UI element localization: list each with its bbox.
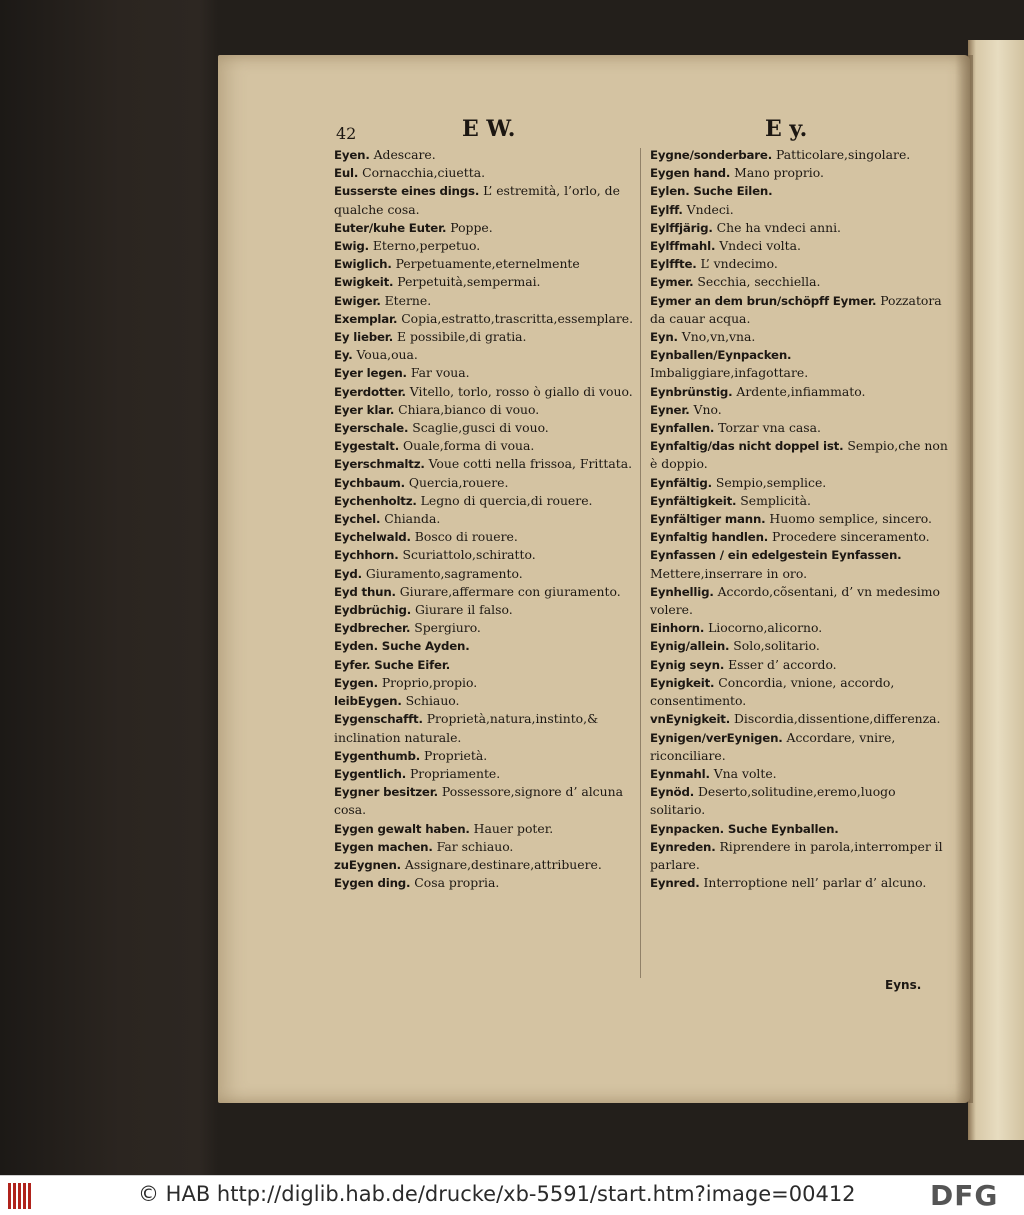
entry-headword: Ewig. [334,239,369,254]
entry-headword: Ewiglich. [334,257,392,272]
dictionary-entry [334,656,638,674]
dictionary-entry [334,583,638,601]
entry-translation: Schiauo. [405,693,460,709]
entry-headword: Eynigen/verEynigen. [650,730,783,745]
dictionary-entry [650,874,950,892]
entry-headword: Eynbrünstig. [650,384,733,399]
dictionary-entry [334,164,638,182]
entry-headword: Eychbaum. [334,475,405,490]
dictionary-entry [334,492,638,510]
dictionary-entry [334,328,638,346]
entry-translation: Assignare,destinare,attribuere. [404,856,602,872]
entry-headword: Eylffte. [650,257,697,272]
entry-translation: Voue cotti nella frissoa, Frittata. [428,456,633,472]
dictionary-entry [334,146,638,164]
dictionary-entry [650,783,950,819]
dictionary-entry [334,419,638,437]
entry-translation: Mettere,inserrare in oro. [650,565,808,581]
entry-translation: Vndeci volta. [719,238,801,254]
entry-translation: L’ vndecimo. [700,256,778,272]
dictionary-entry [650,219,950,237]
dictionary-entry [650,674,950,710]
dictionary-entry [334,856,638,874]
entry-translation: Accordo,cõsentani, d’ vn medesimo volere. [650,583,940,618]
dictionary-entry [334,219,638,237]
entry-headword: Eynigkeit. [650,675,715,690]
entry-translation: Huomo semplice, sincero. [769,511,932,527]
entry-translation: Proprietà. [424,747,488,763]
entry-translation: Far voua. [410,365,470,381]
entry-headword: Eynmahl. [650,766,710,781]
entry-translation: Vna volte. [713,765,777,781]
entry-translation: Scaglie,gusci di vouo. [412,420,549,436]
copyright-link[interactable]: © HAB http://diglib.hab.de/drucke/xb-5591/start.htm?image=00412 [138,1182,856,1206]
entry-headword: Eyner. [650,402,690,417]
hab-logo-icon [8,1183,34,1209]
entry-translation: Hauer poter. [473,820,554,836]
entry-headword: Eyd. [334,566,362,581]
dictionary-entry [650,146,950,164]
dfg-logo: DFG [930,1179,999,1212]
entry-headword: Eul. [334,166,359,181]
catchword: Eyns. [885,978,922,992]
dictionary-entry [650,729,950,765]
entry-translation: Chiara,bianco di vouo. [398,401,540,417]
facing-page-edge [968,40,1024,1140]
entry-headword: Eygenschafft. [334,712,423,727]
entry-translation: Copia,estratto,trascritta,essemplare. [401,310,634,326]
dictionary-entry [650,401,950,419]
entry-headword: Eydbrecher. [334,621,411,636]
entry-headword: Eygen. [334,675,378,690]
dictionary-entry [334,765,638,783]
entry-headword: Eymer. [650,275,694,290]
entry-headword: Ey. [334,348,353,363]
entry-translation: Cornacchia,ciuetta. [362,165,486,181]
entry-headword: Eynig seyn. [650,657,725,672]
entry-translation: L’ estremità, l’orlo, de qualche cosa. [334,183,620,217]
entry-translation: Procedere sinceramento. [772,529,930,545]
dictionary-entry [334,637,638,655]
entry-headword: Eynreden. [650,839,716,854]
entry-translation: Legno di quercia,di rouere. [420,492,593,508]
entry-translation: Quercia,rouere. [408,474,509,490]
entry-headword: zuEygnen. [334,857,401,872]
dictionary-entry [334,510,638,528]
entry-translation: Voua,oua. [356,347,418,363]
entry-headword: Eyerschale. [334,421,409,436]
entry-translation: Giurare il falso. [414,602,513,618]
entry-translation: Eterno,perpetuo. [372,238,481,254]
entry-translation: Ardente,infiammato. [736,383,866,399]
entry-translation: Spergiuro. [414,620,481,636]
entry-translation: Secchia, secchiella. [697,274,821,290]
entry-headword: Eychelwald. [334,530,411,545]
entry-headword: Eymer an dem brun/schöpff Eymer. [650,293,877,308]
entry-headword: Eygen ding. [334,876,411,891]
entry-headword: Eyd thun. [334,584,396,599]
dictionary-entry [650,328,950,346]
dictionary-entry [650,710,950,728]
dictionary-entry [650,546,950,582]
dictionary-entry [650,419,950,437]
dictionary-entry [334,273,638,291]
entry-translation: Far schiauo. [436,838,514,854]
dictionary-entry [650,510,950,528]
right-column [650,146,950,892]
entry-translation: Concordia, vnione, accordo, consentimento. [650,674,895,709]
entry-headword: Eygen machen. [334,839,433,854]
entry-headword: Exemplar. [334,311,398,326]
dictionary-entry [334,710,638,746]
entry-headword: Eusserste eines dings. [334,184,480,199]
dictionary-entry [334,783,638,819]
entry-headword: Eynhellig. [650,584,714,599]
entry-translation: Esser d’ accordo. [728,656,837,672]
entry-headword: Eynballen/Eynpacken. [650,348,792,363]
entry-headword: Eydbrüchig. [334,603,412,618]
running-head-right: E y. [765,116,808,142]
dictionary-entry [334,364,638,382]
dictionary-entry [334,401,638,419]
entry-headword: Eygne/sonderbare. [650,148,772,162]
entry-headword: Eyer legen. [334,366,407,381]
entry-translation: Ouale,forma di voua. [402,438,535,454]
dictionary-entry [650,637,950,655]
entry-translation: Deserto,solitudine,eremo,luogo solitario. [650,784,896,818]
entry-translation: Che ha vndeci anni. [716,219,841,235]
running-head-left: E W. [462,116,516,142]
entry-headword: Ey lieber. [334,330,394,345]
entry-translation: Sempio,semplice. [715,474,827,490]
dictionary-entry [650,528,950,546]
entry-headword: Eynpacken. Suche Eynballen. [650,821,839,836]
entry-translation: Riprendere in parola,interromper il parlare. [650,838,943,872]
dictionary-entry [650,182,950,200]
entry-translation: Propriamente. [409,765,501,781]
dictionary-entry [334,565,638,583]
entry-headword: Eylffjärig. [650,220,713,235]
entry-translation: Imbaliggiare,infagottare. [650,365,809,381]
gutter-shadow [955,55,973,1103]
entry-headword: Eynig/allein. [650,639,730,654]
entry-headword: vnEynigkeit. [650,712,731,727]
dictionary-entry [334,474,638,492]
dictionary-entry [334,346,638,364]
page-number: 42 [336,124,357,143]
entry-headword: Eyen. [334,148,370,162]
dictionary-entry [650,619,950,637]
dictionary-entry [334,182,638,218]
entry-headword: Eyerschmaltz. [334,457,425,472]
dictionary-entry [650,273,950,291]
dictionary-entry [650,292,950,328]
entry-translation: Adescare. [373,147,436,162]
entry-headword: leibEygen. [334,694,402,709]
dictionary-entry [650,820,950,838]
entry-translation: Torzar vna casa. [718,420,821,436]
entry-headword: Eynfältigkeit. [650,493,737,508]
entry-translation: Cosa propria. [414,875,500,891]
entry-headword: Eygestalt. [334,439,399,454]
entry-headword: Eynfältiger mann. [650,512,766,527]
dictionary-entry [334,255,638,273]
dictionary-entry [334,820,638,838]
entry-headword: Eylff. [650,202,683,217]
entry-translation: Sempio,che non è doppio. [650,438,948,472]
entry-translation: Semplicità. [740,492,811,508]
dictionary-entry [334,874,638,892]
dictionary-entry [650,201,950,219]
dictionary-entry [334,619,638,637]
dictionary-entry [650,255,950,273]
dictionary-entry [334,292,638,310]
dictionary-entry [650,492,950,510]
entry-headword: Eynfaltig/das nicht doppel ist. [650,439,844,454]
entry-translation: Eterne. [384,292,432,308]
dictionary-entry [650,437,950,473]
entry-headword: Eynfaltig handlen. [650,530,769,545]
dictionary-entry [334,838,638,856]
entry-translation: Proprietà,natura,instinto,& inclination naturale. [334,711,599,745]
dictionary-entry [334,237,638,255]
entry-headword: Eyden. Suche Ayden. [334,639,470,654]
entry-translation: Perpetuità,sempermai. [397,274,541,290]
dictionary-entry [650,474,950,492]
dictionary-entry [650,346,950,382]
entry-translation: Possessore,signore d’ alcuna cosa. [334,784,623,818]
dictionary-entry [650,838,950,874]
dictionary-entry [650,765,950,783]
entry-translation: Vndeci. [686,201,734,217]
entry-translation: Giuramento,sagramento. [365,565,523,581]
entry-headword: Eygentlich. [334,766,406,781]
left-column [334,146,638,892]
entry-translation: Vno. [693,401,722,417]
dictionary-entry [334,383,638,401]
column-rule [640,148,641,978]
entry-translation: Scuriattolo,schiratto. [402,547,536,563]
dictionary-entry [650,164,950,182]
entry-translation: Chianda. [384,511,441,527]
entry-headword: Eygen gewalt haben. [334,821,470,836]
entry-headword: Eygenthumb. [334,748,421,763]
entry-translation: Solo,solitario. [733,638,820,654]
dictionary-entry [334,455,638,473]
entry-translation: Pozzatora da cauar acqua. [650,292,942,326]
entry-headword: Eychenholtz. [334,493,417,508]
entry-translation: Discordia,dissentione,differenza. [733,711,941,727]
entry-headword: Eynfältig. [650,475,712,490]
dictionary-entry [334,692,638,710]
dictionary-entry [334,747,638,765]
entry-headword: Eyfer. Suche Eifer. [334,657,451,672]
entry-translation: Vitello, torlo, rosso ò giallo di vouo. [409,383,633,399]
dictionary-entry [334,674,638,692]
entry-headword: Eyer klar. [334,402,395,417]
entry-translation: Vno,vn,vna. [681,329,756,345]
entry-headword: Eynöd. [650,785,694,800]
entry-headword: Eylen. Suche Eilen. [650,184,773,199]
entry-translation: Bosco di rouere. [414,529,518,545]
entry-headword: Euter/kuhe Euter. [334,220,447,235]
entry-headword: Eynfallen. [650,421,715,436]
entry-headword: Ewigkeit. [334,275,394,290]
entry-headword: Eychhorn. [334,548,399,563]
entry-headword: Eynred. [650,876,700,891]
entry-translation: Proprio,propio. [381,674,478,690]
dictionary-entry [650,656,950,674]
dictionary-entry [650,237,950,255]
entry-headword: Eygen hand. [650,166,731,181]
entry-headword: Eyn. [650,330,678,345]
entry-translation: Accordare, vnire, riconciliare. [650,729,896,763]
entry-headword: Eygner besitzer. [334,785,438,800]
entry-translation: Perpetuamente,eternelmente [395,256,580,272]
entry-translation: Patticolare,singolare. [775,147,911,162]
dictionary-entry [334,528,638,546]
entry-headword: Eyerdotter. [334,384,406,399]
entry-headword: Eynfassen / ein edelgestein Eynfassen. [650,548,902,563]
dictionary-entry [650,383,950,401]
dictionary-entry [334,546,638,564]
entry-translation: Poppe. [450,219,493,235]
footer-bar [0,1175,1024,1215]
entry-translation: Liocorno,alicorno. [708,620,823,636]
dictionary-entry [334,437,638,455]
entry-headword: Eychel. [334,512,381,527]
dictionary-entry [334,601,638,619]
entry-headword: Einhorn. [650,621,705,636]
entry-headword: Ewiger. [334,293,381,308]
entry-translation: Interroptione nell’ parlar d’ alcuno. [703,875,927,891]
dictionary-entry [650,583,950,619]
entry-translation: Mano proprio. [734,165,824,181]
entry-headword: Eylffmahl. [650,239,716,254]
dictionary-entry [334,310,638,328]
entry-translation: Giurare,affermare con giuramento. [399,583,621,599]
entry-translation: E possibile,di gratia. [396,329,527,345]
